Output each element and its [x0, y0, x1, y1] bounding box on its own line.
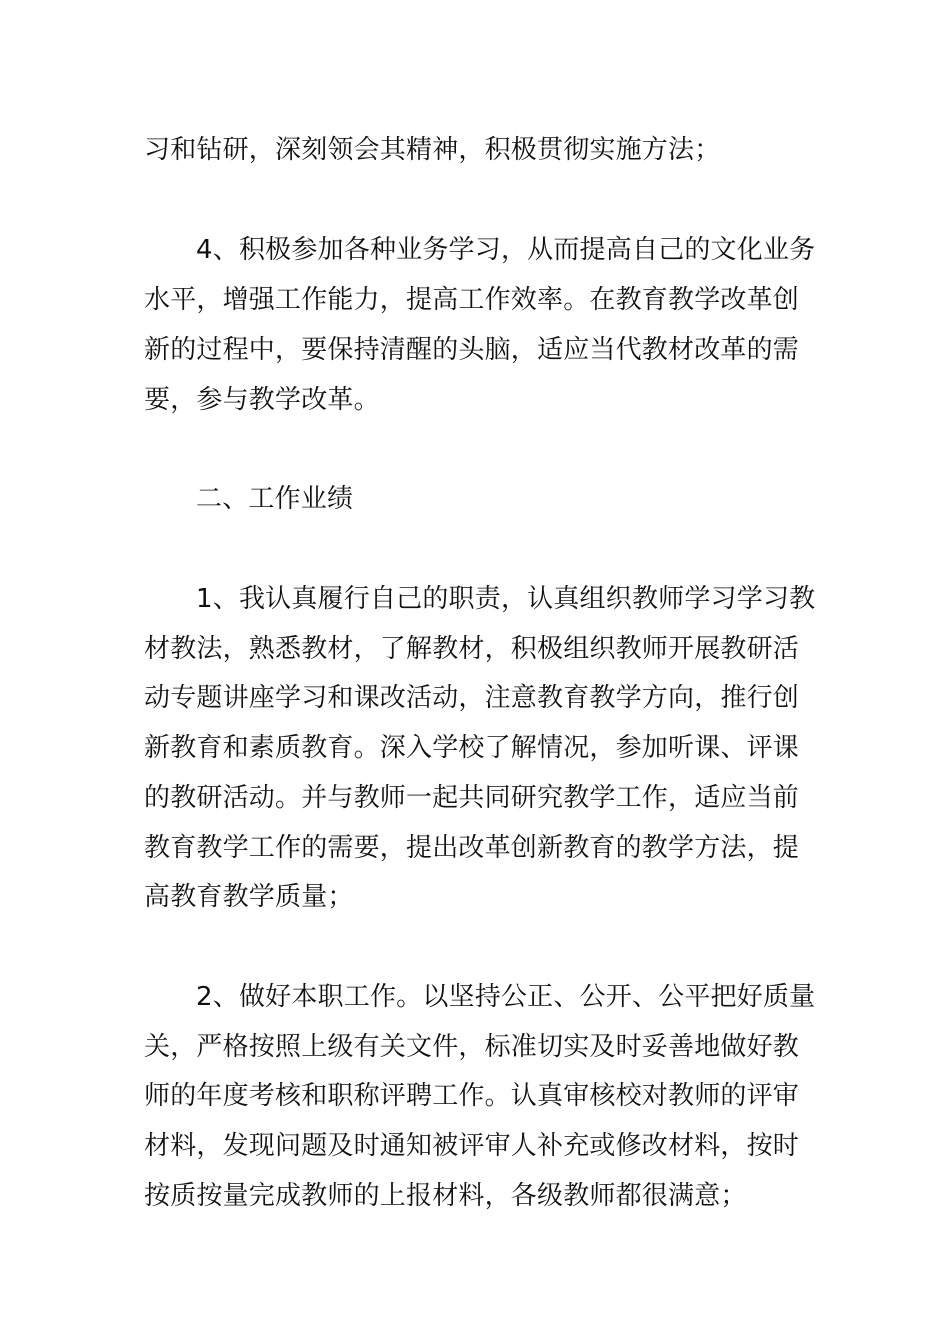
paragraph-line: 师的年度考核和职称评聘工作。认真审核校对教师的评审	[144, 1081, 800, 1111]
paragraph-line: 要，参与教学改革。	[144, 385, 380, 415]
paragraph-line: 高教育教学质量；	[144, 882, 354, 912]
paragraph-line: 材料，发现问题及时通知被评审人补充或修改材料，按时	[144, 1131, 800, 1161]
paragraph-line: 新教育和素质教育。深入学校了解情况，参加听课、评课	[144, 733, 800, 763]
paragraph-line: 新的过程中，要保持清醒的头脑，适应当代教材改革的需	[144, 335, 800, 365]
paragraph-line: 按质按量完成教师的上报材料，各级教师都很满意；	[144, 1181, 747, 1211]
paragraph-line: 2、做好本职工作。以坚持公正、公开、公平把好质量	[196, 982, 816, 1012]
paragraph-line: 的教研活动。并与教师一起共同研究教学工作，适应当前	[144, 783, 800, 813]
paragraph-line: 关，严格按照上级有关文件，标准切实及时妥善地做好教	[144, 1032, 800, 1062]
paragraph-line: 动专题讲座学习和课改活动，注意教育教学方向，推行创	[144, 683, 800, 713]
paragraph-line: 习和钻研，深刻领会其精神，积极贯彻实施方法；	[144, 135, 721, 165]
paragraph-line: 教育教学工作的需要，提出改革创新教育的教学方法，提	[144, 833, 800, 863]
paragraph-line: 材教法，熟悉教材，了解教材，积极组织教师开展教研活	[144, 634, 800, 664]
section-heading: 二、工作业绩	[196, 484, 354, 514]
paragraph-line: 1、我认真履行自己的职责，认真组织教师学习学习教	[196, 584, 816, 614]
paragraph-line: 4、积极参加各种业务学习，从而提高自己的文化业务	[196, 235, 816, 265]
paragraph-line: 水平，增强工作能力，提高工作效率。在教育教学改革创	[144, 285, 800, 315]
